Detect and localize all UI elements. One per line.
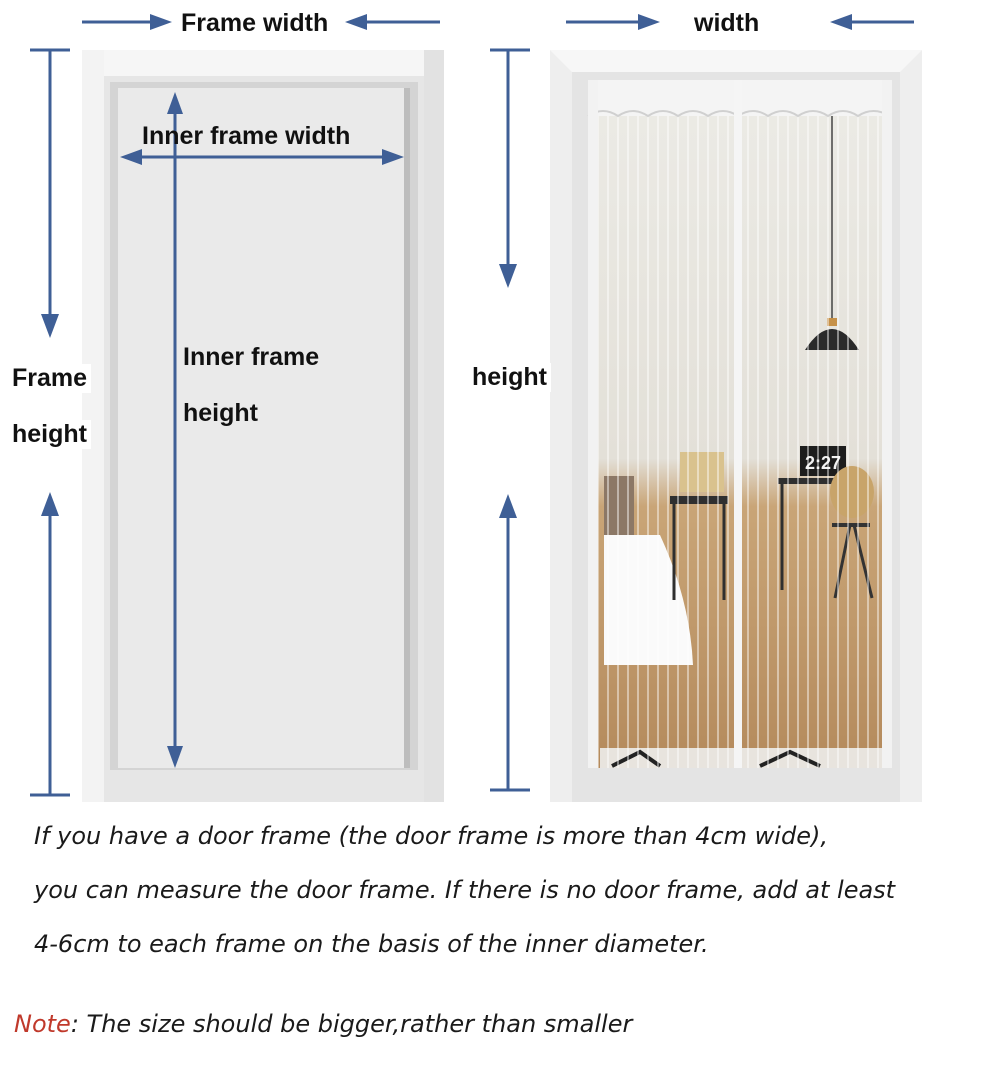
note-line (14, 1012, 632, 1036)
clock-display: 2:27 (804, 453, 842, 473)
height-label: height (468, 363, 551, 392)
frame-height-arrowhead-top (41, 314, 59, 338)
instruction-line-3: 4-6cm to each frame on the basis of the inner diameter. (34, 930, 709, 958)
frame-height-label-line2: height (8, 420, 91, 449)
height-arrowhead-top (499, 264, 517, 288)
instruction-line-2: you can measure the door frame. If there is no door frame, add at least (34, 876, 896, 904)
frame-width-arrowhead-right (345, 14, 367, 30)
inner-frame-width-label: Inner frame width (142, 122, 351, 150)
width-arrowhead-right (830, 14, 852, 30)
height-arrowhead-bottom (499, 494, 517, 518)
width-arrowhead-left (638, 14, 660, 30)
frame-height-arrowhead-bottom (41, 492, 59, 516)
inner-frame-height-label-line2: height (183, 399, 258, 427)
inner-frame-height-label-line1: Inner frame (183, 343, 320, 371)
width-label: width (690, 9, 763, 38)
instruction-line-1: If you have a door frame (the door frame is more than 4cm wide), (34, 822, 828, 850)
frame-width-label: Frame width (177, 9, 332, 38)
note-label: Note (14, 1010, 71, 1038)
frame-width-arrowhead-left (150, 14, 172, 30)
frame-height-label-line1: Frame (8, 364, 91, 393)
note-text: : The size should be bigger,rather than smaller (70, 1010, 633, 1038)
right-screen-door (550, 50, 922, 802)
